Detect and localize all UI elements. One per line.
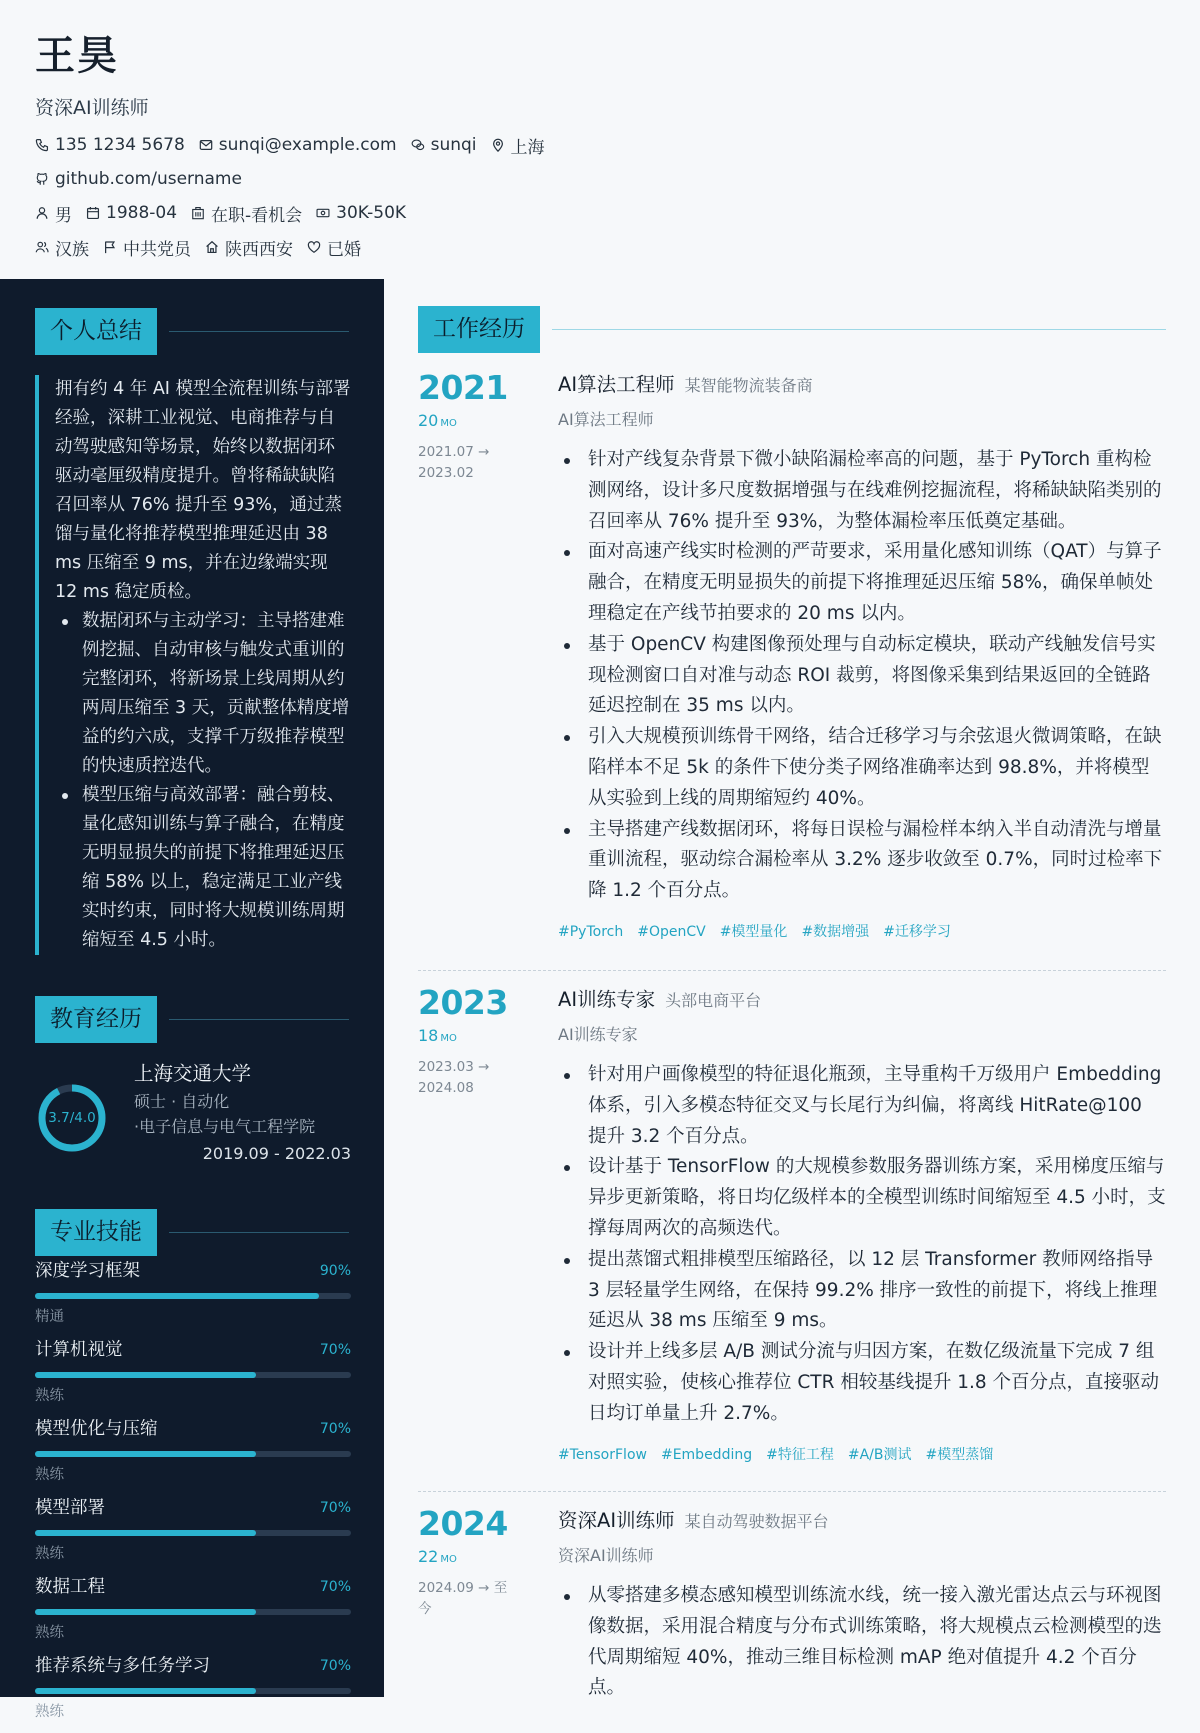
job-duration	[418, 410, 457, 435]
skills-list	[35, 1259, 351, 1733]
skill-bar-fill	[35, 1293, 319, 1299]
resume-header	[35, 30, 1165, 264]
job-title-line	[558, 1504, 1166, 1539]
job-duration-unit: MO	[440, 418, 457, 429]
skill-tag: #Embedding	[660, 1446, 753, 1463]
skill-tag: #PyTorch	[558, 923, 624, 940]
skill-item	[35, 1575, 351, 1654]
salary-text: 30K-50K	[336, 203, 407, 223]
education-section-header	[35, 996, 349, 1043]
skill-bar-fill	[35, 1609, 256, 1615]
job-duration-value: 22	[418, 1547, 439, 1566]
ethnicity-item	[35, 235, 89, 260]
skill-item	[35, 1338, 351, 1417]
skill-bar-fill	[35, 1451, 256, 1457]
job-body	[558, 983, 1166, 1466]
job-bullet: 提出蒸馏式粗排模型压缩路径，以 12 层 Transformer 教师网络指导 3 层轻量学生网络，在保持 99.2% 排序一致性的前提下，将线上推理延迟从 38 ms 压缩至 9 ms。	[558, 1245, 1166, 1337]
flag-icon	[103, 240, 117, 254]
city-text: 上海	[510, 137, 545, 158]
heart-icon	[307, 240, 321, 254]
skill-item	[35, 1417, 351, 1496]
email-text[interactable]: sunqi@example.com	[218, 135, 397, 155]
job-subtitle: 资深AI训练师	[558, 1546, 654, 1565]
politics-item	[103, 235, 191, 260]
skill-bar-track	[35, 1530, 351, 1536]
skill-level: 熟练	[35, 1388, 64, 1404]
job-duration	[418, 1546, 457, 1571]
skill-bar-track	[35, 1609, 351, 1615]
section-rule	[169, 331, 349, 332]
skill-name: 深度学习框架	[35, 1261, 140, 1281]
gpa-text: 3.7/4.0	[48, 1110, 96, 1126]
job-title: AI训练专家	[558, 988, 656, 1011]
skill-tag: #迁移学习	[883, 923, 951, 940]
skill-tag: #特征工程	[766, 1446, 834, 1463]
city-item	[491, 133, 545, 158]
skill-level: 熟练	[35, 1704, 64, 1720]
status-text: 在职-看机会	[211, 205, 303, 226]
skill-bar-track	[35, 1293, 351, 1299]
summary-section-title: 个人总结	[35, 308, 157, 355]
skill-level: 熟练	[35, 1625, 64, 1641]
section-rule	[552, 329, 1166, 330]
job-bullet: 面对高速产线实时检测的严苛要求，采用量化感知训练（QAT）与算子融合，在精度无明显损失的前提下将推理延迟压缩 58%，确保单帧处理稳定在产线节拍要求的 20 ms 以内。	[558, 537, 1166, 629]
wechat-icon	[411, 138, 425, 152]
home-icon	[205, 240, 219, 254]
skill-name: 模型部署	[35, 1498, 105, 1518]
job-tags	[558, 1444, 1166, 1466]
github-item[interactable]	[35, 169, 242, 189]
skill-bar-fill	[35, 1688, 256, 1694]
job-subtitle: AI算法工程师	[558, 410, 654, 429]
skill-percent: 90%	[319, 1263, 351, 1279]
job-title: 资深AI训练师	[558, 1509, 675, 1532]
job-duration-unit: MO	[440, 1554, 457, 1565]
skill-bar-track	[35, 1372, 351, 1378]
github-row	[35, 162, 1165, 196]
job-divider	[418, 1491, 1166, 1492]
skill-bar-fill	[35, 1530, 256, 1536]
phone-icon	[35, 138, 49, 152]
job-title-line	[558, 368, 1166, 403]
job-duration-value: 20	[418, 411, 439, 430]
skill-name: 数据工程	[35, 1577, 105, 1597]
work-section-header	[418, 306, 1166, 353]
skill-percent: 70%	[319, 1342, 351, 1358]
skill-tag: #模型量化	[719, 923, 788, 940]
hometown-item	[205, 235, 293, 260]
salary-item	[316, 203, 406, 223]
job-company: 某智能物流装备商	[684, 376, 813, 395]
summary-points	[55, 607, 351, 955]
skill-level: 精通	[35, 1309, 64, 1325]
summary-section-header	[35, 308, 349, 355]
personal-row-2	[35, 230, 1165, 264]
skill-item	[35, 1259, 351, 1338]
email-item[interactable]	[199, 135, 397, 155]
job-date-range: 2024.09 → 至今	[418, 1580, 508, 1617]
skills-section-header	[35, 1209, 349, 1256]
skill-name: 推荐系统与多任务学习	[35, 1656, 210, 1676]
skill-percent: 70%	[319, 1421, 351, 1437]
phone-text: 135 1234 5678	[55, 135, 185, 155]
job-duration-unit: MO	[440, 1033, 457, 1044]
job-bullet: 针对产线复杂背景下微小缺陷漏检率高的问题，基于 PyTorch 重构检测网络，设计多尺度数据增强与在线难例挖掘流程，将稀缺缺陷类别的召回率从 76% 提升至 93%，为整体漏检率压低奠定基础。	[558, 445, 1166, 537]
job-body	[558, 1504, 1166, 1704]
skill-tag: #OpenCV	[637, 923, 706, 940]
ethnicity-text: 汉族	[55, 239, 89, 260]
marital-item	[307, 235, 361, 260]
job-bullet: 基于 OpenCV 构建图像预处理与自动标定模块，联动产线触发信号实现检测窗口自对准与动态 ROI 裁剪，将图像采集到结果返回的全链路延迟控制在 35 ms 以内。	[558, 630, 1166, 722]
job-year: 2021	[418, 368, 508, 407]
job-bullet: 引入大规模预训练骨干网络，结合迁移学习与余弦退火微调策略，在缺陷样本不足 5k 的条件下使分类子网络准确率达到 98.8%，并将模型从实验到上线的周期缩短约 40%。	[558, 722, 1166, 814]
personal-row-1	[35, 196, 1165, 230]
job-bullet: 设计基于 TensorFlow 的大规模参数服务器训练方案，采用梯度压缩与异步更新策略，将日均亿级样本的全模型训练时间缩短至 4.5 小时，支撑每周两次的高频迭代。	[558, 1152, 1166, 1244]
education-entry	[35, 1061, 351, 1171]
skill-bar-track	[35, 1451, 351, 1457]
job-date-range: 2021.07 → 2023.02	[418, 444, 490, 481]
skill-name: 计算机视觉	[35, 1340, 123, 1360]
skill-tag: #数据增强	[801, 923, 870, 940]
contact-row	[35, 128, 1165, 162]
status-item	[191, 201, 302, 226]
job-divider	[418, 970, 1166, 971]
politics-text: 中共党员	[123, 239, 191, 260]
summary-block	[35, 375, 351, 955]
skill-item	[35, 1654, 351, 1733]
job-title: AI算法工程师	[558, 373, 675, 396]
job-body	[558, 368, 1166, 943]
marital-text: 已婚	[327, 239, 361, 260]
summary-point: 数据闭环与主动学习：主导搭建难例挖掘、自动审核与触发式重训的完整闭环，将新场景上线周期从约两周压缩至 3 天，贡献整体精度增益的约六成，支撑千万级推荐模型的快速质控迭代。	[55, 607, 351, 781]
skill-percent: 70%	[319, 1500, 351, 1516]
wechat-item	[411, 135, 477, 155]
job-bullet: 设计并上线多层 A/B 测试分流与归因方案，在数亿级流量下完成 7 组对照实验，使核心推荐位 CTR 相较基线提升 1.8 个百分点，直接驱动日均订单量上升 2.7%。	[558, 1337, 1166, 1429]
job-bullet: 针对用户画像模型的特征退化瓶颈，主导重构千万级用户 Embedding 体系，引入多模态特征交叉与长尾行为纠偏，将离线 HitRate@100 提升 3.2 个百分点。	[558, 1060, 1166, 1152]
sidebar	[0, 279, 384, 1720]
school-name: 上海交通大学	[134, 1062, 252, 1085]
degree-text: 硕士 · 自动化	[134, 1092, 230, 1111]
skill-tag: #TensorFlow	[558, 1446, 647, 1463]
job-title-line	[558, 983, 1166, 1018]
candidate-title: 资深AI训练师	[35, 97, 149, 119]
skill-percent: 70%	[319, 1579, 351, 1595]
gender-text: 男	[55, 205, 72, 226]
hometown-text: 陕西西安	[225, 239, 293, 260]
banknote-icon	[316, 206, 330, 220]
job-bullet: 从零搭建多模态感知模型训练流水线，统一接入激光雷达点云与环视图像数据，采用混合精度与分布式训练策略，将大规模点云检测模型的迭代周期缩短 40%，推动三维目标检测 mAP 绝对值提升 4.2 个百分点。	[558, 1581, 1166, 1704]
candidate-name: 王昊	[35, 33, 119, 79]
calendar-icon	[86, 206, 100, 220]
job-bullet: 主导搭建产线数据闭环，将每日误检与漏检样本纳入半自动清洗与增量重训流程，驱动综合漏检率从 3.2% 逐步收敛至 0.7%，同时过检率下降 1.2 个百分点。	[558, 815, 1166, 907]
github-text[interactable]: github.com/username	[55, 169, 242, 189]
skills-section-title: 专业技能	[35, 1209, 157, 1256]
job-duration-value: 18	[418, 1026, 439, 1045]
building-icon	[191, 206, 205, 220]
education-section-title: 教育经历	[35, 996, 157, 1043]
job-bullets	[558, 1581, 1166, 1704]
job-date-range: 2023.03 → 2024.08	[418, 1059, 490, 1096]
mail-icon	[199, 138, 213, 152]
section-rule	[169, 1019, 349, 1020]
person-icon	[35, 206, 49, 220]
summary-point: 模型压缩与高效部署：融合剪枝、量化感知训练与算子融合，在精度无明显损失的前提下将推理延迟压缩 58% 以上，稳定满足工业产线实时约束，同时将大规模训练周期缩短至 4.5 小时。	[55, 781, 351, 955]
github-icon	[35, 172, 49, 186]
skill-item	[35, 1496, 351, 1575]
job-tags	[558, 921, 1166, 943]
skill-name: 模型优化与压缩	[35, 1419, 158, 1439]
job-bullets	[558, 1060, 1166, 1430]
job-year: 2024	[418, 1504, 508, 1543]
users-icon	[35, 240, 49, 254]
section-rule	[169, 1232, 349, 1233]
job-bullets	[558, 445, 1166, 907]
skill-percent: 70%	[319, 1658, 351, 1674]
college-text: ·电子信息与电气工程学院	[134, 1117, 316, 1136]
birth-text: 1988-04	[106, 203, 178, 223]
birth-item	[86, 203, 177, 223]
skill-bar-track	[35, 1688, 351, 1694]
education-period: 2019.09 - 2022.03	[202, 1144, 351, 1163]
job-company: 头部电商平台	[665, 991, 762, 1010]
skill-tag: #A/B测试	[847, 1446, 912, 1463]
skill-level: 熟练	[35, 1546, 64, 1562]
phone-item	[35, 135, 185, 155]
job-duration	[418, 1025, 457, 1050]
job-company: 某自动驾驶数据平台	[684, 1512, 829, 1531]
gender-item	[35, 201, 72, 226]
skill-bar-fill	[35, 1372, 256, 1378]
job-subtitle: AI训练专家	[558, 1025, 638, 1044]
work-section-title: 工作经历	[418, 306, 540, 353]
wechat-text: sunqi	[430, 135, 477, 155]
summary-intro: 拥有约 4 年 AI 模型全流程训练与部署经验，深耕工业视觉、电商推荐与自动驾驶感知等场景，始终以数据闭环驱动毫厘级精度提升。曾将稀缺缺陷召回率从 76% 提升至 93%，通过蒸馏与量化将推荐模型推理延迟由 38 ms 压缩至 9 ms，并在边缘端实现 12 ms 稳定质检。	[55, 379, 351, 602]
job-year: 2023	[418, 983, 508, 1022]
location-pin-icon	[491, 138, 505, 152]
skill-tag: #模型蒸馏	[925, 1446, 994, 1463]
skill-level: 熟练	[35, 1467, 64, 1483]
